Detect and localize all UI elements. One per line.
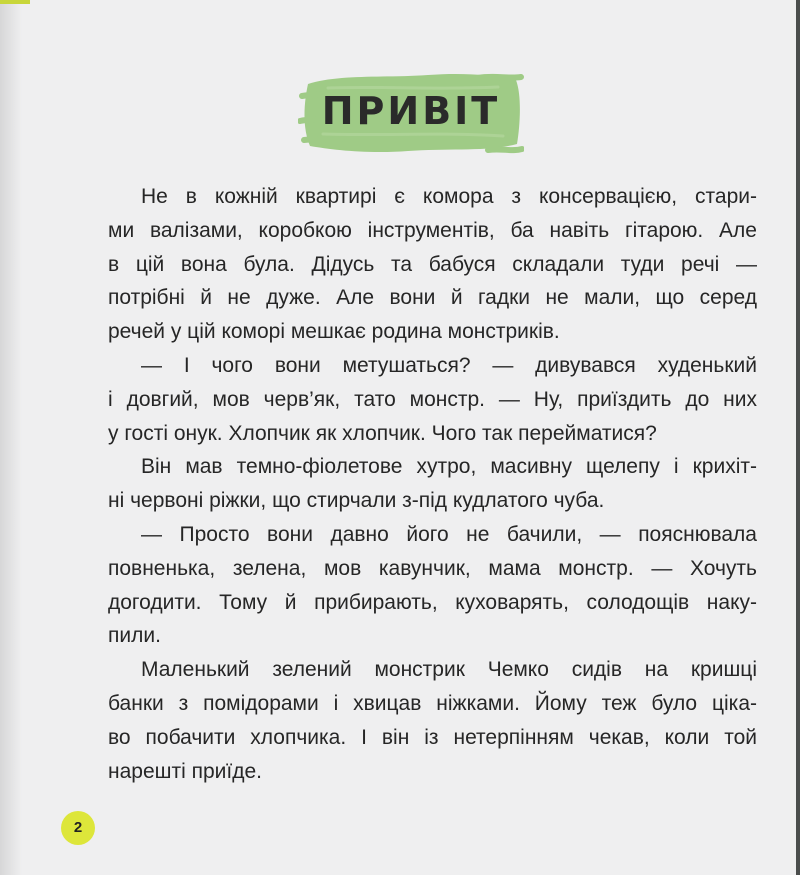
chapter-title: ПРИВІТ <box>321 89 501 133</box>
corner-color-mark <box>0 0 30 4</box>
text-line: — І чого вони метушаться? — дивувався худенький <box>141 353 757 377</box>
text-line: нарешті приїде. <box>108 759 262 783</box>
text-line: речей у цій коморі мешкає родина монстриків. <box>108 320 560 344</box>
text-line: догодити. Тому й прибирають, куховарять, солодощів наку- <box>108 590 757 614</box>
text-line: ні червоні ріжки, що стирчали з-під кудлатого чуба. <box>108 489 605 513</box>
text-line: банки з помідорами і хвицав ніжками. Йому теж було ціка- <box>108 691 757 715</box>
text-line: Не в кожній квартирі є комора з консервацією, стари- <box>141 185 757 208</box>
text-line: пили. <box>108 624 161 648</box>
text-line: во побачити хлопчика. І він із нетерпінням чекав, коли той <box>108 725 757 749</box>
text-line: Він мав темно-фіолетове хутро, масивну щелепу і крихіт- <box>141 455 757 479</box>
text-line: потрібні й не дуже. Але вони й гадки не мали, що серед <box>108 286 757 310</box>
text-line: і довгий, мов черв’як, тато монстр. — Ну, приїздить до них <box>108 387 757 411</box>
text-line: Маленький зелений монстрик Чемко сидів на кришці <box>141 658 757 682</box>
story-text <box>108 180 757 788</box>
text-line: у гості онук. Хлопчик як хлопчик. Чого так перейматися? <box>108 421 657 445</box>
page-number-badge: 2 <box>61 811 95 845</box>
text-line: повненька, зелена, мов кавунчик, мама монстр. — Хочуть <box>108 556 757 580</box>
chapter-heading <box>298 66 524 162</box>
text-line: ми валізами, коробкою інструментів, ба навіть гітарою. Але <box>108 218 757 242</box>
text-line: — Просто вони давно його не бачили, — пояснювала <box>141 522 757 546</box>
text-line: в цій вона була. Дідусь та бабуся складали туди речі — <box>108 252 757 276</box>
page-gutter-shadow <box>0 0 22 875</box>
